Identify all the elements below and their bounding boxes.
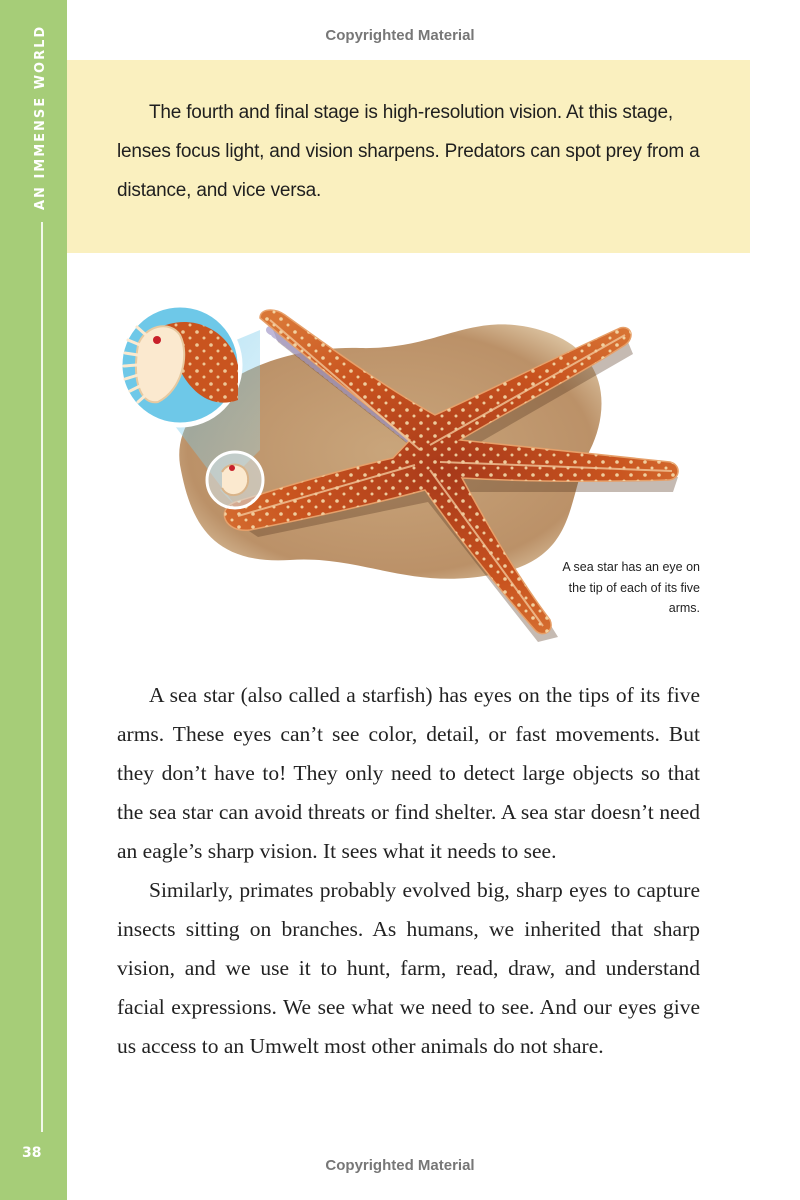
- arm-tip-eye-highlight: [207, 452, 263, 508]
- side-divider-line: [41, 222, 43, 1132]
- body-text: [117, 676, 700, 1066]
- callout-text: The fourth and final stage is high-resolution vision. At this stage, lenses focus light, and vision sharpens. Predators can spot prey from a distance, and vice versa.: [117, 102, 700, 201]
- figure-caption: A sea star has an eye on the tip of each of its five arms.: [562, 560, 700, 615]
- running-book-title: AN IMMENSE WORLD: [33, 24, 48, 210]
- callout-box: [67, 60, 750, 253]
- magnifier-lens: [120, 305, 240, 425]
- page-number: 38: [22, 1145, 42, 1161]
- body-paragraph: A sea star (also called a starfish) has eyes on the tips of its five arms. These eyes can’t see color, detail, or fast movements. But they don’t have to! They only need to detect large objects so that the sea star can avoid threats or find shelter. A sea star doesn’t need an eagle’s sharp vision. It sees what it needs to see.: [117, 683, 700, 863]
- top-watermark: Copyrighted Material: [325, 27, 475, 44]
- body-paragraph: Similarly, primates probably evolved big, sharp eyes to capture insects sitting on branches. As humans, we inherited that sharp vision, and we use it to hunt, farm, read, draw, and understand facial expressions. We see what we need to see. And our eyes give us access to an Umwelt most other animals do not share.: [117, 878, 700, 1058]
- bottom-watermark: Copyrighted Material: [325, 1157, 475, 1174]
